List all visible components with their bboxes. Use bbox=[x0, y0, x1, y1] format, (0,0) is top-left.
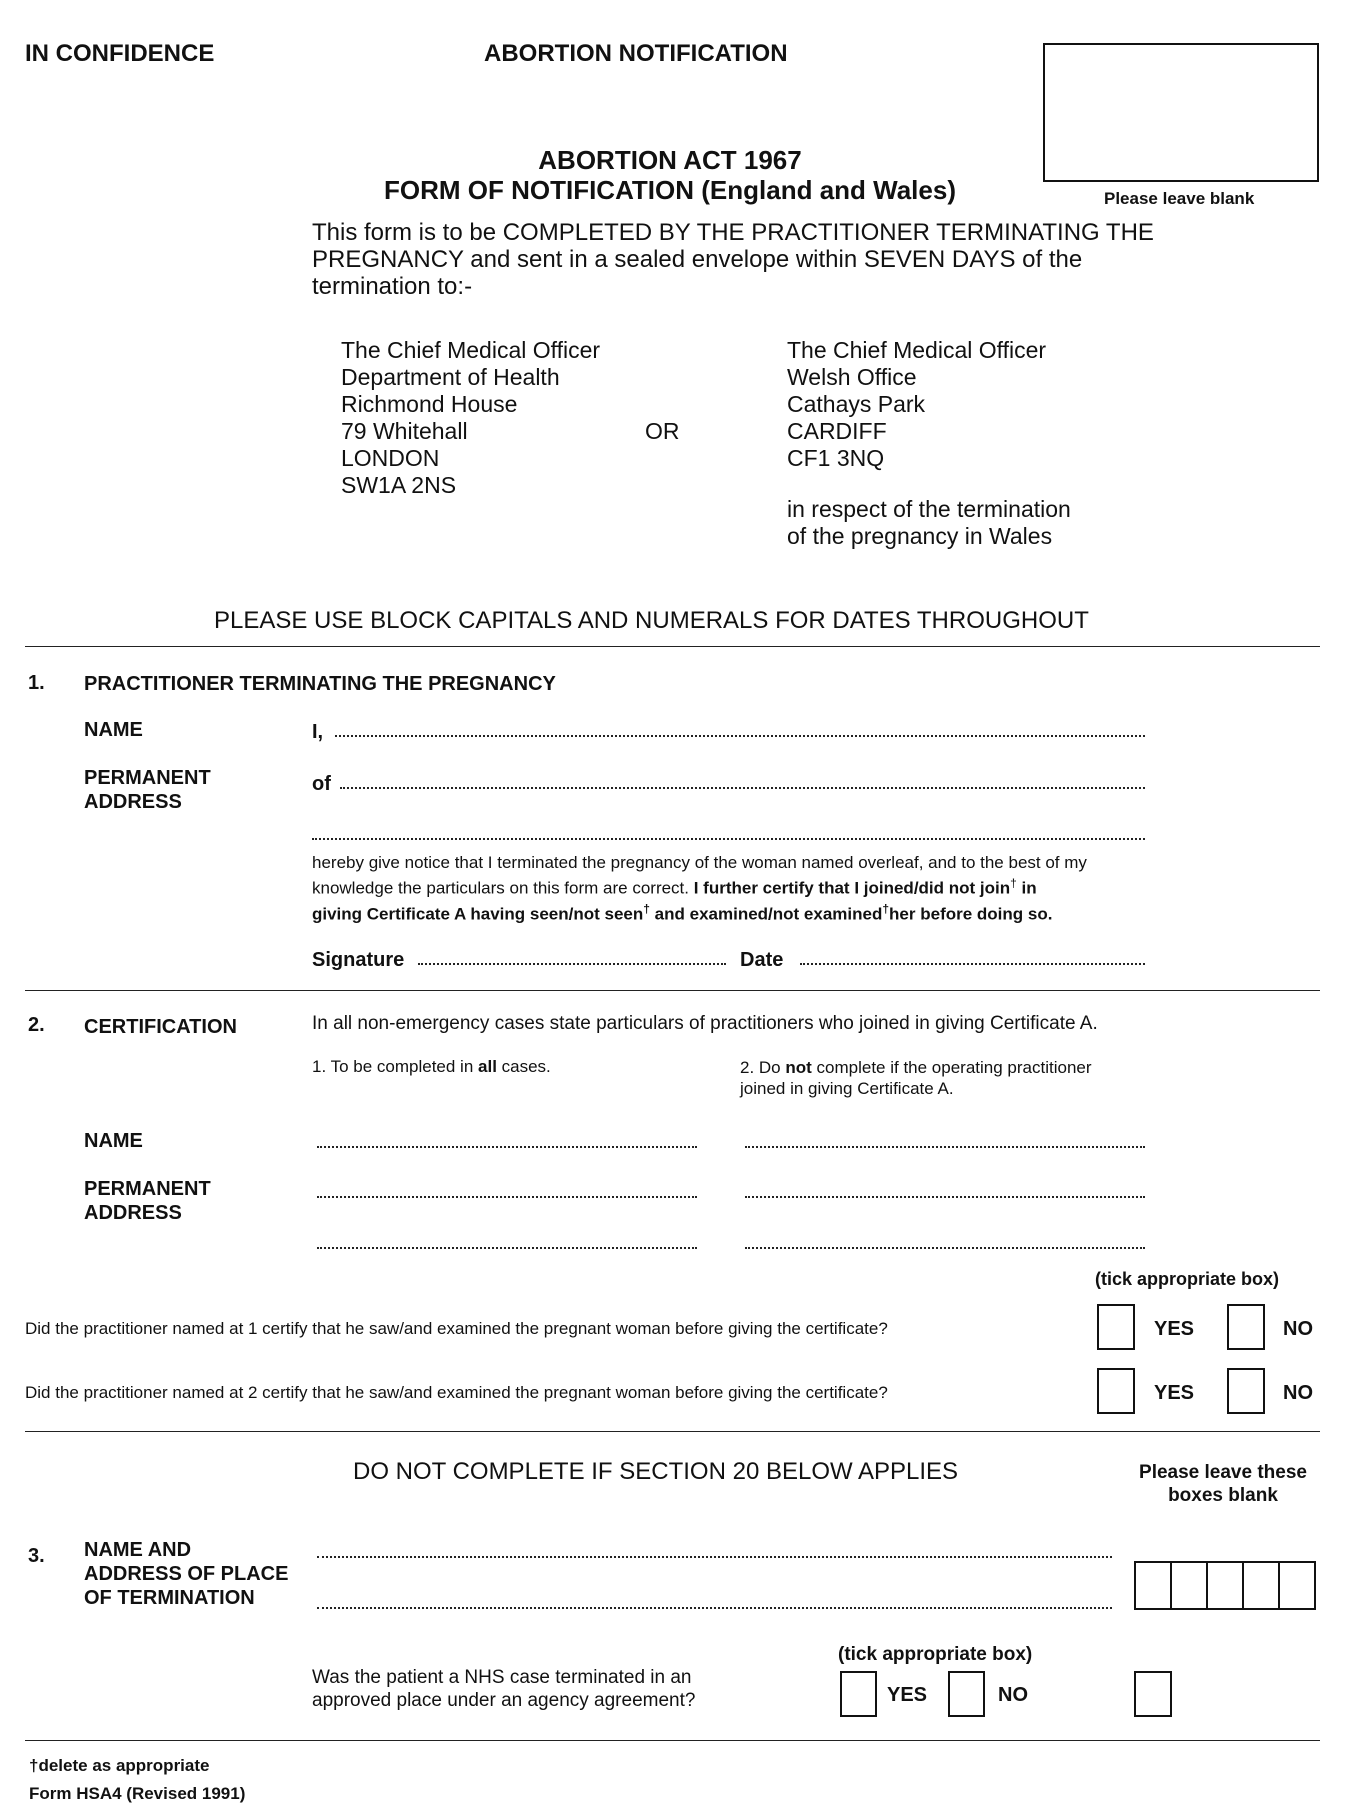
office-code-box bbox=[1280, 1561, 1316, 1610]
form-title: ABORTION NOTIFICATION bbox=[484, 40, 788, 67]
label-line: PERMANENT bbox=[84, 767, 211, 789]
address-line: SW1A 2NS bbox=[341, 472, 457, 498]
instruction-text: complete if the operating practitioner bbox=[811, 1058, 1092, 1077]
certifier1-address-field-1[interactable] bbox=[317, 1196, 697, 1198]
intro-line: PREGNANCY and sent in a sealed envelope within SEVEN DAYS of the bbox=[312, 246, 1083, 273]
dagger-mark: † bbox=[643, 901, 650, 916]
q1-yes-label: YES bbox=[1154, 1318, 1195, 1340]
address-line: CARDIFF bbox=[787, 418, 887, 444]
practitioner-name-field[interactable] bbox=[335, 735, 1145, 737]
instruction-line bbox=[740, 1057, 1092, 1078]
office-code-box bbox=[1208, 1561, 1244, 1610]
leave-blank-line: boxes blank bbox=[1168, 1485, 1278, 1506]
column1-instruction bbox=[312, 1056, 551, 1077]
address-england bbox=[341, 337, 600, 499]
address-line: LONDON bbox=[341, 445, 440, 471]
signature-label: Signature bbox=[312, 949, 405, 971]
act-title-line1: ABORTION ACT 1967 bbox=[538, 145, 802, 175]
certifier1-name-field[interactable] bbox=[317, 1146, 697, 1148]
wales-note-line: of the pregnancy in Wales bbox=[787, 523, 1053, 549]
nhs-question bbox=[312, 1666, 695, 1712]
q2-no-label: NO bbox=[1283, 1382, 1313, 1404]
section20-warning: DO NOT COMPLETE IF SECTION 20 BELOW APPLIES bbox=[353, 1458, 959, 1485]
q2-no-checkbox[interactable] bbox=[1227, 1368, 1265, 1414]
label-line: PERMANENT bbox=[84, 1178, 211, 1200]
notice-line: hereby give notice that I terminated the pregnancy of the woman named overleaf, and to the best of my bbox=[312, 853, 1087, 872]
practitioner-address-field-2[interactable] bbox=[312, 838, 1145, 840]
name-label: NAME bbox=[84, 719, 143, 741]
delete-note bbox=[29, 1755, 209, 1776]
notice-bold-text: her before doing so. bbox=[889, 904, 1053, 924]
address-line: CF1 3NQ bbox=[787, 445, 885, 471]
notice-bold-text: giving Certificate A having seen/not seen bbox=[312, 904, 644, 924]
notice-line bbox=[312, 873, 1152, 899]
permanent-address-label bbox=[84, 766, 211, 814]
q2-yes-label: YES bbox=[1154, 1382, 1195, 1404]
address-line: Cathays Park bbox=[787, 391, 926, 417]
section2-title: CERTIFICATION bbox=[84, 1016, 237, 1038]
certifier-address-label bbox=[84, 1177, 211, 1225]
notice-bold-text: and examined/not examined bbox=[649, 904, 883, 924]
leave-blank-line: Please leave these bbox=[1139, 1462, 1307, 1483]
instruction-text: 1. To be completed in bbox=[312, 1057, 479, 1076]
question-line: approved place under an agency agreement? bbox=[312, 1690, 696, 1711]
address-wales bbox=[787, 337, 1046, 472]
form-id: Form HSA4 (Revised 1991) bbox=[29, 1784, 246, 1803]
practitioner-address-field-1[interactable] bbox=[340, 787, 1145, 789]
address-prefix: of bbox=[312, 773, 331, 795]
office-code-boxes bbox=[1134, 1561, 1316, 1610]
instruction-text: cases. bbox=[496, 1057, 551, 1076]
office-use-box bbox=[1043, 43, 1319, 182]
certification-instruction: In all non-emergency cases state particulars of practitioners who joined in giving Certificate A. bbox=[312, 1013, 1098, 1034]
tick-caption: (tick appropriate box) bbox=[838, 1644, 1033, 1665]
q1-no-label: NO bbox=[1283, 1318, 1313, 1340]
notice-text: knowledge the particulars on this form are correct. bbox=[312, 878, 694, 898]
label-line: ADDRESS OF PLACE bbox=[84, 1563, 289, 1585]
office-code-box bbox=[1134, 1561, 1172, 1610]
certifier1-address-field-2[interactable] bbox=[317, 1247, 697, 1249]
section2-number: 2. bbox=[28, 1014, 45, 1036]
question2-text: Did the practitioner named at 2 certify that he saw/and examined the pregnant woman before giving the certificate? bbox=[25, 1383, 888, 1402]
q1-no-checkbox[interactable] bbox=[1227, 1304, 1265, 1350]
label-line: NAME AND bbox=[84, 1539, 192, 1561]
wales-note-line: in respect of the termination bbox=[787, 496, 1071, 522]
dagger-mark: † bbox=[882, 901, 890, 916]
instruction-bold: all bbox=[478, 1057, 497, 1076]
nhs-no-label: NO bbox=[998, 1684, 1028, 1706]
intro-line: This form is to be COMPLETED BY THE PRACTITIONER TERMINATING THE bbox=[312, 219, 1154, 246]
section-divider bbox=[25, 1431, 1320, 1432]
question1-text: Did the practitioner named at 1 certify that he saw/and examined the pregnant woman before giving the certificate? bbox=[25, 1319, 888, 1338]
place-of-termination-label bbox=[84, 1538, 288, 1610]
nhs-no-checkbox[interactable] bbox=[948, 1671, 985, 1717]
address-line: Richmond House bbox=[341, 391, 518, 417]
nhs-yes-label: YES bbox=[887, 1684, 928, 1706]
office-use-checkbox bbox=[1134, 1671, 1172, 1717]
place-name-field[interactable] bbox=[317, 1556, 1112, 1558]
in-confidence-label: IN CONFIDENCE bbox=[25, 40, 215, 67]
address-line: The Chief Medical Officer bbox=[341, 337, 601, 363]
instruction-bold: not bbox=[785, 1058, 812, 1077]
dagger-mark: † bbox=[1010, 876, 1017, 890]
date-field[interactable] bbox=[800, 963, 1145, 965]
section1-title: PRACTITIONER TERMINATING THE PREGNANCY bbox=[84, 673, 556, 695]
section-divider bbox=[25, 1740, 1320, 1741]
wales-note bbox=[787, 496, 1071, 550]
dagger-mark: † bbox=[29, 1756, 39, 1775]
certifier2-name-field[interactable] bbox=[745, 1146, 1145, 1148]
address-line: Welsh Office bbox=[787, 364, 917, 390]
instruction-line: joined in giving Certificate A. bbox=[740, 1079, 954, 1098]
q2-yes-checkbox[interactable] bbox=[1097, 1368, 1135, 1414]
act-title bbox=[335, 145, 1005, 205]
q1-yes-checkbox[interactable] bbox=[1097, 1304, 1135, 1350]
date-label: Date bbox=[740, 949, 784, 971]
certifier2-address-field-1[interactable] bbox=[745, 1196, 1145, 1198]
or-label: OR bbox=[645, 418, 680, 444]
intro-line: termination to:- bbox=[312, 273, 473, 300]
name-prefix: I, bbox=[312, 721, 324, 743]
instruction-text: 2. Do bbox=[740, 1058, 786, 1077]
certifier-name-label: NAME bbox=[84, 1130, 143, 1152]
certification-notice bbox=[312, 852, 1152, 924]
office-code-box bbox=[1244, 1561, 1280, 1610]
section3-number: 3. bbox=[28, 1545, 45, 1567]
office-code-box bbox=[1172, 1561, 1208, 1610]
leave-blank-caption: Please leave blank bbox=[1104, 189, 1255, 208]
place-address-field[interactable] bbox=[317, 1607, 1112, 1609]
notice-bold-text: in bbox=[1016, 878, 1037, 898]
tick-caption: (tick appropriate box) bbox=[1095, 1269, 1280, 1289]
intro-text bbox=[312, 219, 1154, 300]
label-line: ADDRESS bbox=[84, 791, 182, 813]
delete-note-text: delete as appropriate bbox=[38, 1756, 210, 1775]
section-divider bbox=[25, 990, 1320, 991]
leave-blank-note bbox=[1123, 1461, 1323, 1507]
nhs-yes-checkbox[interactable] bbox=[840, 1671, 877, 1717]
question-line: Was the patient a NHS case terminated in an bbox=[312, 1667, 692, 1688]
label-line: OF TERMINATION bbox=[84, 1587, 255, 1609]
address-line: 79 Whitehall bbox=[341, 418, 468, 444]
address-line: The Chief Medical Officer bbox=[787, 337, 1047, 363]
block-capitals-instruction: PLEASE USE BLOCK CAPITALS AND NUMERALS FOR DATES THROUGHOUT bbox=[214, 607, 1089, 634]
address-line: Department of Health bbox=[341, 364, 560, 390]
act-title-line2: FORM OF NOTIFICATION (England and Wales) bbox=[384, 175, 956, 205]
section-divider bbox=[25, 646, 1320, 647]
column2-instruction bbox=[740, 1057, 1092, 1099]
signature-field[interactable] bbox=[418, 963, 726, 965]
section1-number: 1. bbox=[28, 672, 45, 694]
label-line: ADDRESS bbox=[84, 1202, 182, 1224]
certifier2-address-field-2[interactable] bbox=[745, 1247, 1145, 1249]
notice-line bbox=[312, 899, 1152, 925]
notice-bold-text: I further certify that I joined/did not join bbox=[693, 878, 1011, 898]
